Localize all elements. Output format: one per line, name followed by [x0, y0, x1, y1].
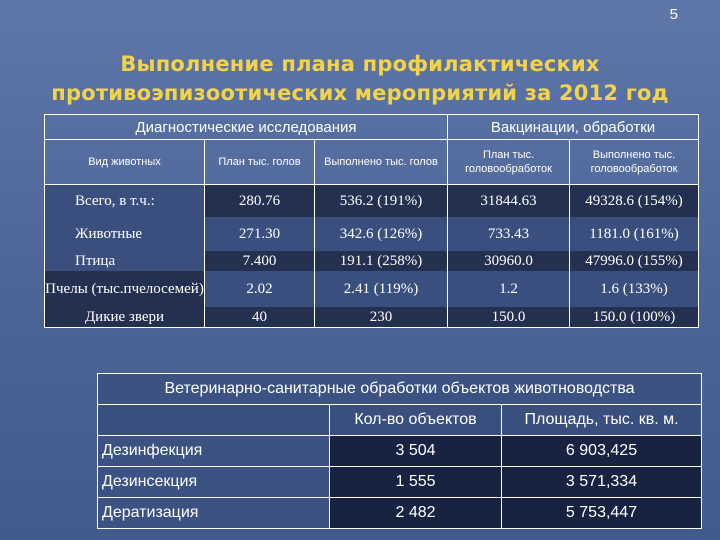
- row-deratization-count: 2 482: [330, 498, 502, 529]
- row-disinfection-count: 3 504: [330, 436, 502, 467]
- row-disinfection-area: 6 903,425: [502, 436, 702, 467]
- sanitary-treatment-table: [97, 373, 702, 529]
- row-disinsection-count: 1 555: [330, 467, 502, 498]
- col-area: Площадь, тыс. кв. м.: [502, 405, 702, 436]
- row-bees-name: Пчелы (тыс.пчелосемей): [45, 271, 205, 307]
- row-wild-name: Дикие звери: [45, 307, 205, 328]
- row-total-done: 536.2 (191%): [315, 185, 448, 218]
- col-plan: План тыс. голов: [205, 140, 315, 185]
- table2-caption: Ветеринарно-санитарные обработки объектов животноводства: [98, 374, 702, 405]
- row-animals-vac-plan: 733.43: [448, 217, 570, 251]
- row-wild-vac-plan: 150.0: [448, 307, 570, 328]
- row-disinsection-area: 3 571,334: [502, 467, 702, 498]
- row-wild-vac-done: 150.0 (100%): [570, 307, 699, 328]
- slide-title: [20, 50, 700, 108]
- table2-empty-header: [98, 405, 330, 436]
- row-animals-plan: 271.30: [205, 217, 315, 251]
- row-total-plan: 280.76: [205, 185, 315, 218]
- row-disinsection-name: Дезинсекция: [98, 467, 330, 498]
- row-total-vac-plan: 31844.63: [448, 185, 570, 218]
- col-vac-done: Выполнено тыс. головообработок: [570, 140, 699, 185]
- row-bees-vac-done: 1.6 (133%): [570, 271, 699, 307]
- row-bees-plan: 2.02: [205, 271, 315, 307]
- header-diagnostics: Диагностические исследования: [45, 115, 448, 140]
- row-animals-name: Животные: [45, 217, 205, 251]
- col-count: Кол-во объектов: [330, 405, 502, 436]
- row-total-name: Всего, в т.ч.:: [45, 185, 205, 218]
- row-bird-name: Птица: [45, 251, 205, 271]
- col-species: Вид животных: [45, 140, 205, 185]
- title-line-2: противоэпизоотических мероприятий за 2012 год: [51, 81, 669, 105]
- row-bees-vac-plan: 1.2: [448, 271, 570, 307]
- row-deratization-area: 5 753,447: [502, 498, 702, 529]
- col-done: Выполнено тыс. голов: [315, 140, 448, 185]
- slide-number: 5: [669, 6, 678, 23]
- row-animals-vac-done: 1181.0 (161%): [570, 217, 699, 251]
- row-bird-vac-done: 47996.0 (155%): [570, 251, 699, 271]
- row-bird-done: 191.1 (258%): [315, 251, 448, 271]
- row-deratization-name: Дератизация: [98, 498, 330, 529]
- row-animals-done: 342.6 (126%): [315, 217, 448, 251]
- row-bees-done: 2.41 (119%): [315, 271, 448, 307]
- row-wild-plan: 40: [205, 307, 315, 328]
- row-bird-vac-plan: 30960.0: [448, 251, 570, 271]
- row-wild-done: 230: [315, 307, 448, 328]
- row-disinfection-name: Дезинфекция: [98, 436, 330, 467]
- row-bird-plan: 7.400: [205, 251, 315, 271]
- col-vac-plan: План тыс. головообработок: [448, 140, 570, 185]
- title-line-1: Выполнение плана профилактических: [120, 52, 600, 76]
- header-vaccination: Вакцинации, обработки: [448, 115, 699, 140]
- row-total-vac-done: 49328.6 (154%): [570, 185, 699, 218]
- diagnostics-vaccination-table: [44, 114, 699, 328]
